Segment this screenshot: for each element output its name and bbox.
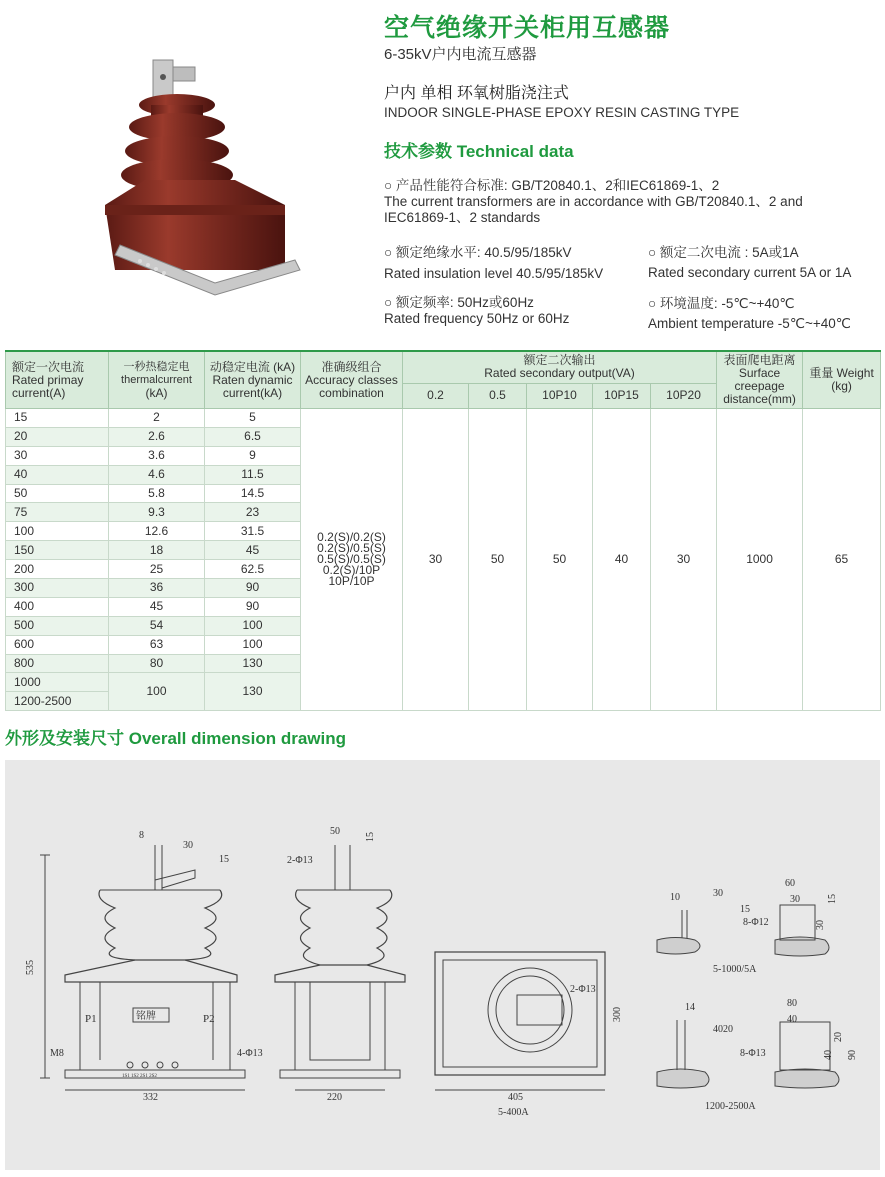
- detail-5-1000: [657, 878, 838, 975]
- cell-output-10P20: 30: [651, 409, 717, 711]
- cell-thermal: 100: [109, 673, 205, 711]
- d1-hole: 8-Φ12: [743, 917, 769, 928]
- header-dynamic-current: [205, 351, 301, 409]
- cell-dynamic: 90: [205, 579, 301, 598]
- header-out-0.5: 0.5: [469, 383, 527, 408]
- header-thermal-en-2: (kA): [145, 385, 168, 400]
- cell-primary: 100: [6, 522, 109, 541]
- cell-primary: 50: [6, 484, 109, 503]
- header-thermal-cn: 一秒热稳定电: [123, 360, 190, 373]
- type-en: INDOOR SINGLE-PHASE EPOXY RESIN CASTING TYPE: [384, 105, 740, 120]
- cell-thermal: 18: [109, 541, 205, 560]
- cell-accuracy: [301, 409, 403, 711]
- spec-secondary-cn: ○ 额定二次电流 : 5A或1A: [648, 245, 799, 260]
- table-row: [6, 409, 881, 428]
- cell-thermal: 3.6: [109, 446, 205, 465]
- header-thermal-en-1: thermalcurrent: [121, 373, 192, 386]
- nameplate-label: 铭牌: [136, 1011, 156, 1022]
- technical-data-table: [5, 350, 881, 711]
- header-weight-label: 重量 Weight: [809, 366, 874, 380]
- cell-dynamic: 130: [205, 673, 301, 711]
- header-creepage: [717, 351, 803, 409]
- header-accuracy: [301, 351, 403, 409]
- dim-220: 220: [327, 1092, 342, 1103]
- accuracy-line: 10P/10P: [328, 574, 375, 589]
- d1-30b: 30: [790, 894, 800, 905]
- header-out-10p15: 10P15: [593, 383, 651, 408]
- header-primary-en-1: Rated primay: [12, 372, 84, 387]
- label-m8: M8: [50, 1048, 64, 1059]
- cell-output-10P15: 40: [593, 409, 651, 711]
- header-weight-unit: (kg): [831, 379, 852, 393]
- cell-thermal: 12.6: [109, 522, 205, 541]
- cell-primary: 150: [6, 541, 109, 560]
- header-weight: [803, 351, 881, 409]
- cell-primary: 40: [6, 465, 109, 484]
- spec-frequency-en: Rated frequency 50Hz or 60Hz: [384, 311, 570, 326]
- dim-535: 535: [25, 960, 36, 975]
- cell-weight: 65: [803, 409, 881, 711]
- header-primary-en-2: current(A): [12, 385, 66, 400]
- dim-300: 300: [612, 1007, 623, 1022]
- header-accuracy-en-1: Accuracy classes: [305, 372, 398, 387]
- cell-dynamic: 31.5: [205, 522, 301, 541]
- accuracy-line: 0.2(S)/0.5(S): [317, 541, 386, 556]
- dimension-drawing: [5, 760, 880, 1170]
- label-5-1000: 5-1000/5A: [713, 964, 757, 975]
- dim-15: 15: [219, 854, 229, 865]
- spec-temp-en: Ambient temperature -5℃~+40℃: [648, 316, 851, 331]
- header-dynamic-en-1: Raten dynamic: [212, 372, 293, 387]
- header-creep-en-1: Surface: [738, 366, 781, 380]
- side-view: [275, 826, 405, 1103]
- cell-primary: 75: [6, 503, 109, 522]
- cell-primary: 600: [6, 635, 109, 654]
- label-4-hole: 4-Φ13: [237, 1048, 263, 1059]
- cell-thermal: 36: [109, 579, 205, 598]
- cell-thermal: 9.3: [109, 503, 205, 522]
- spec-secondary-en: Rated secondary current 5A or 1A: [648, 265, 852, 280]
- d2-90: 90: [847, 1050, 858, 1060]
- side-dim-15: 15: [365, 832, 376, 842]
- d2-40: 40: [787, 1014, 797, 1025]
- cell-dynamic: 100: [205, 616, 301, 635]
- cell-dynamic: 11.5: [205, 465, 301, 484]
- cell-thermal: 4.6: [109, 465, 205, 484]
- dimension-drawing-svg: [5, 760, 880, 1170]
- header-thermal-current: [109, 351, 205, 409]
- d2-20: 20: [833, 1032, 844, 1042]
- dim-405: 405: [508, 1092, 523, 1103]
- spec-standard-en-2: IEC61869-1、2 standards: [384, 210, 541, 225]
- cell-dynamic: 9: [205, 446, 301, 465]
- cell-thermal: 63: [109, 635, 205, 654]
- d1-15b: 15: [827, 894, 838, 904]
- header-creep-cn: 表面爬电距离: [723, 353, 796, 367]
- header-accuracy-en-2: combination: [319, 385, 384, 400]
- d1-30: 30: [713, 888, 723, 899]
- cell-thermal: 54: [109, 616, 205, 635]
- dimension-drawing-title: 外形及安装尺寸 Overall dimension drawing: [5, 729, 346, 748]
- header-out-10p10: 10P10: [527, 383, 593, 408]
- cell-primary: 800: [6, 654, 109, 673]
- terminal-labels: 1S1 1S2 2S1 2S2: [122, 1074, 157, 1079]
- page-subtitle: 6-35kV户内电流互感器: [384, 46, 537, 63]
- header-output-cn: 额定二次输出: [523, 353, 596, 368]
- cell-primary: 15: [6, 409, 109, 428]
- cell-primary: 20: [6, 427, 109, 446]
- label-p1: P1: [85, 1013, 97, 1025]
- header-out-0.2: 0.2: [403, 383, 469, 408]
- header-primary-current: [6, 351, 109, 409]
- cell-creepage: 1000: [717, 409, 803, 711]
- detail-1200-2500: [657, 998, 858, 1112]
- spec-frequency-cn: ○ 额定频率: 50Hz或60Hz: [384, 295, 534, 310]
- cell-dynamic: 45: [205, 541, 301, 560]
- top-2-hole: 2-Φ13: [570, 984, 596, 995]
- d2-4020: 4020: [713, 1024, 733, 1035]
- header-accuracy-cn: 准确级组合: [321, 359, 382, 374]
- cell-dynamic: 62.5: [205, 560, 301, 579]
- header-dynamic-en-2: current(kA): [222, 385, 283, 400]
- header-output-en: Rated secondary output(VA): [484, 366, 635, 381]
- cell-dynamic: 6.5: [205, 427, 301, 446]
- header-primary-cn: 额定一次电流: [12, 359, 85, 374]
- side-2-hole: 2-Φ13: [287, 855, 313, 866]
- cell-primary: 1200-2500: [6, 692, 109, 711]
- header-out-10p20: 10P20: [651, 383, 717, 408]
- cell-dynamic: 5: [205, 409, 301, 428]
- d1-15: 15: [740, 904, 750, 915]
- top-view: [435, 952, 623, 1118]
- cell-output-10P10: 50: [527, 409, 593, 711]
- header-secondary-output: [403, 351, 717, 383]
- cell-thermal: 5.8: [109, 484, 205, 503]
- spec-insulation-en: Rated insulation level 40.5/95/185kV: [384, 266, 604, 281]
- product-image: [85, 55, 325, 310]
- cell-dynamic: 23: [205, 503, 301, 522]
- cell-dynamic: 14.5: [205, 484, 301, 503]
- cell-dynamic: 90: [205, 597, 301, 616]
- cell-output-0.2: 30: [403, 409, 469, 711]
- cell-primary: 30: [6, 446, 109, 465]
- cell-dynamic: 100: [205, 635, 301, 654]
- type-cn: 户内 单相 环氧树脂浇注式: [384, 85, 569, 102]
- spec-standard-en-1: The current transformers are in accordance with GB/T20840.1、2 and: [384, 194, 803, 209]
- label-5-400a: 5-400A: [498, 1107, 529, 1118]
- cell-thermal: 80: [109, 654, 205, 673]
- spec-insulation-cn: ○ 额定绝缘水平: 40.5/95/185kV: [384, 245, 572, 260]
- cell-thermal: 25: [109, 560, 205, 579]
- label-1200-2500: 1200-2500A: [705, 1101, 756, 1112]
- d1-60: 60: [785, 878, 795, 889]
- technical-data-title: 技术参数 Technical data: [384, 142, 574, 161]
- dim-30: 30: [183, 840, 193, 851]
- page-title: 空气绝缘开关柜用互感器: [384, 14, 671, 42]
- d2-40b: 40: [823, 1050, 834, 1060]
- front-view: [25, 830, 263, 1103]
- d2-14: 14: [685, 1002, 695, 1013]
- d2-hole: 8-Φ13: [740, 1048, 766, 1059]
- header-creep-en-3: distance(mm): [723, 392, 796, 406]
- cell-primary: 500: [6, 616, 109, 635]
- header-creep-en-2: creepage: [734, 379, 785, 393]
- cell-primary: 1000: [6, 673, 109, 692]
- spec-temp-cn: ○ 环境温度: -5℃~+40℃: [648, 296, 795, 311]
- cell-primary: 400: [6, 597, 109, 616]
- d2-80: 80: [787, 998, 797, 1009]
- cell-primary: 300: [6, 579, 109, 598]
- accuracy-line: 0.2(S)/0.2(S): [317, 530, 386, 545]
- header-dynamic-cn: 动稳定电流 (kA): [209, 359, 296, 374]
- dim-332: 332: [143, 1092, 158, 1103]
- cell-thermal: 2: [109, 409, 205, 428]
- dim-8: 8: [139, 830, 144, 841]
- cell-dynamic: 130: [205, 654, 301, 673]
- cell-thermal: 2.6: [109, 427, 205, 446]
- accuracy-line: 0.2(S)/10P: [322, 563, 381, 578]
- side-dim-50: 50: [330, 826, 340, 837]
- d1-30c: 30: [815, 920, 826, 930]
- cell-primary: 200: [6, 560, 109, 579]
- label-p2: P2: [203, 1013, 215, 1025]
- cell-output-0.5: 50: [469, 409, 527, 711]
- cell-thermal: 45: [109, 597, 205, 616]
- d1-10: 10: [670, 892, 680, 903]
- spec-standard-cn: ○ 产品性能符合标准: GB/T20840.1、2和IEC61869-1、2: [384, 178, 720, 193]
- accuracy-line: 0.5(S)/0.5(S): [317, 552, 386, 567]
